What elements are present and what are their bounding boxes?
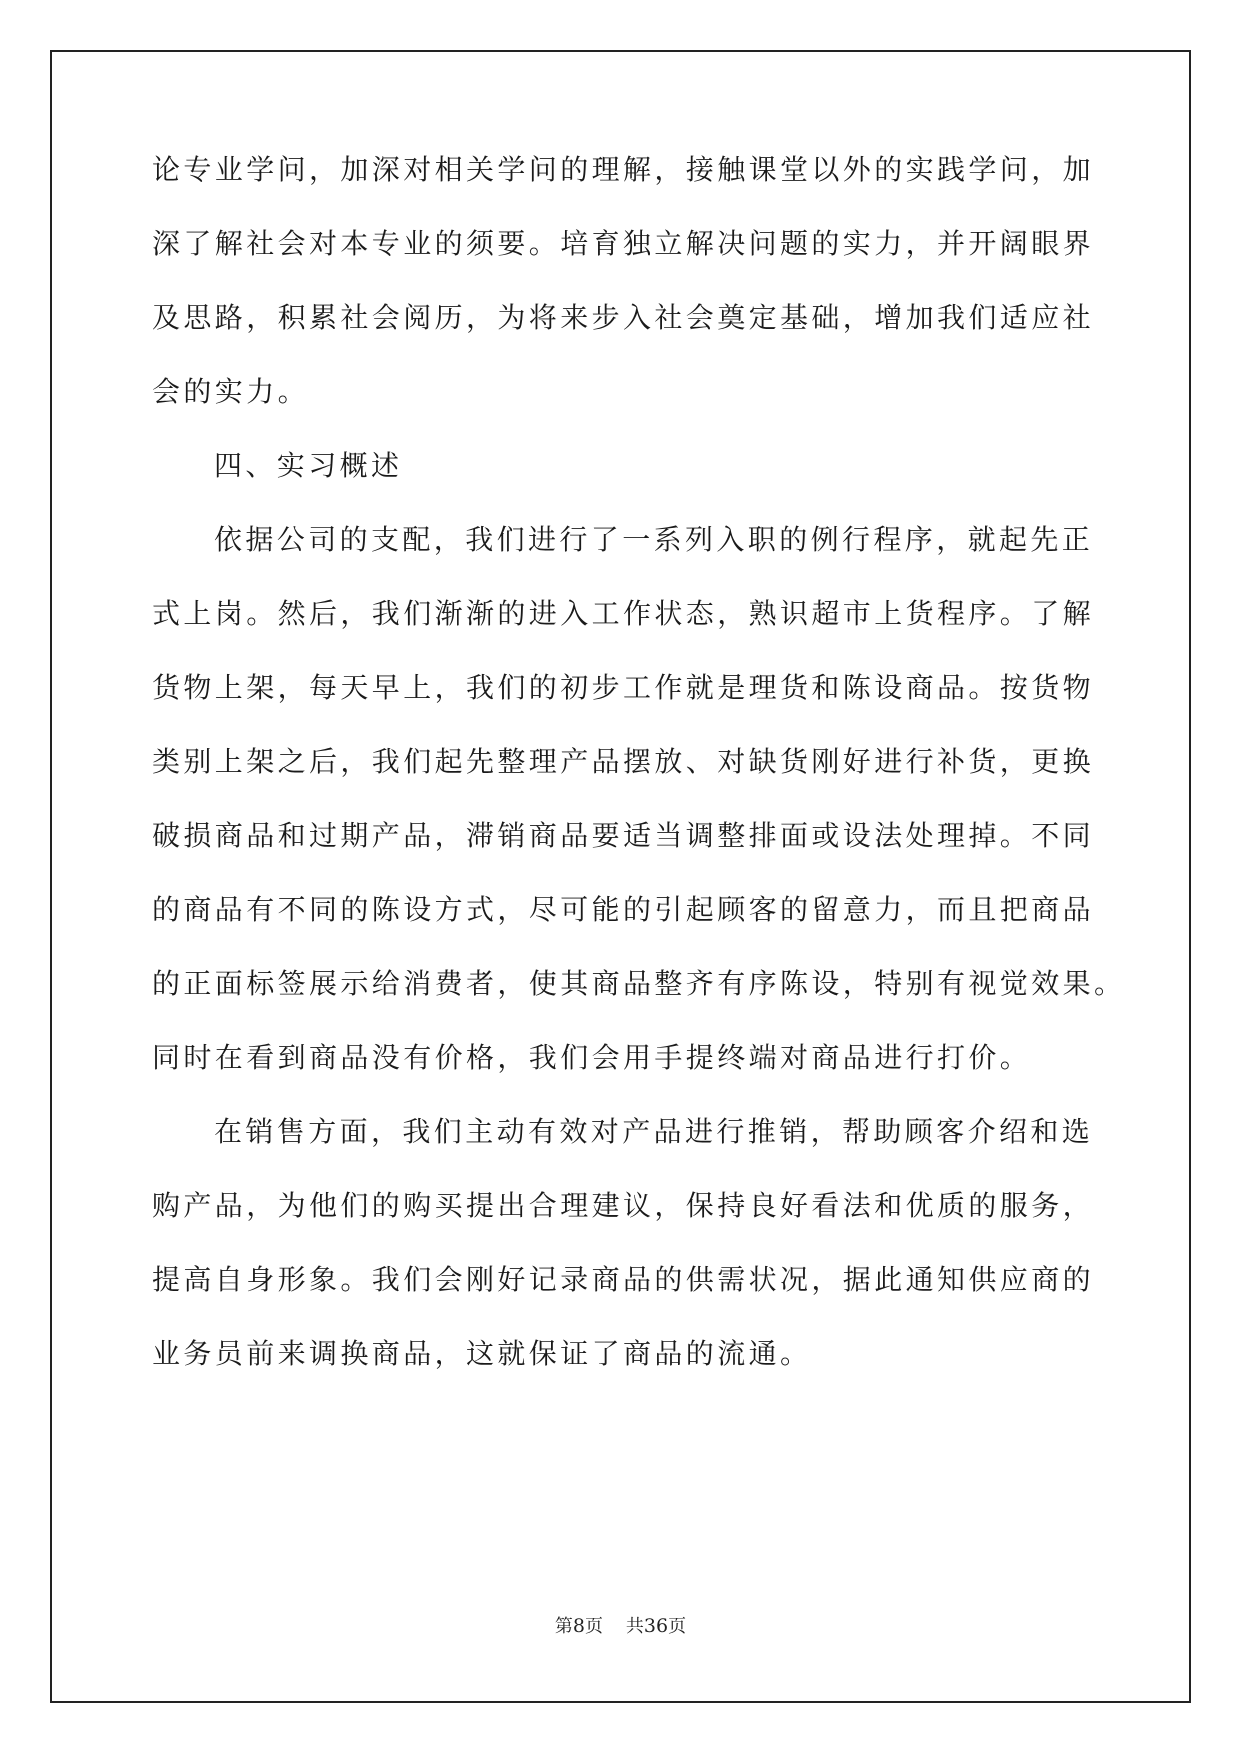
paragraph-line: 的商品有不同的陈设方式，尽可能的引起顾客的留意力，而且把商品	[152, 893, 1095, 926]
paragraph-line: 及思路，积累社会阅历，为将来步入社会奠定基础，增加我们适应社	[152, 301, 1095, 334]
paragraph-line: 会的实力。	[152, 375, 310, 408]
paragraph-line: 业务员前来调换商品，这就保证了商品的流通。	[152, 1337, 812, 1370]
paragraph-line: 在销售方面，我们主动有效对产品进行推销，帮助顾客介绍和选	[214, 1115, 1094, 1148]
total-prefix: 共	[625, 1616, 644, 1637]
page-prefix: 第	[554, 1616, 573, 1637]
total-suffix: 页	[668, 1616, 687, 1637]
paragraph-line: 式上岗。然后，我们渐渐的进入工作状态，熟识超市上货程序。了解	[152, 597, 1095, 630]
page-footer	[0, 1614, 1241, 1639]
paragraph-line: 破损商品和过期产品，滞销商品要适当调整排面或设法处理掉。不同	[152, 819, 1095, 852]
paragraph-line: 货物上架，每天早上，我们的初步工作就是理货和陈设商品。按货物	[152, 671, 1095, 704]
paragraph-line: 深了解社会对本专业的须要。培育独立解决问题的实力，并开阔眼界	[152, 227, 1095, 260]
paragraph-line: 购产品，为他们的购买提出合理建议，保持良好看法和优质的服务，	[152, 1189, 1095, 1222]
paragraph-line: 同时在看到商品没有价格，我们会用手提终端对商品进行打价。	[152, 1041, 1032, 1074]
paragraph-line: 依据公司的支配，我们进行了一系列入职的例行程序，就起先正	[214, 523, 1094, 556]
paragraph-line: 提高自身形象。我们会刚好记录商品的供需状况，据此通知供应商的	[152, 1263, 1095, 1296]
page-number: 8	[572, 1615, 585, 1637]
section-heading: 四、实习概述	[214, 449, 403, 482]
page-suffix: 页	[585, 1616, 603, 1637]
paragraph-line: 的正面标签展示给消费者，使其商品整齐有序陈设，特别有视觉效果。	[152, 967, 1126, 1000]
paragraph-line: 论专业学问，加深对相关学问的理解，接触课堂以外的实践学问，加	[152, 153, 1095, 186]
total-pages: 36	[643, 1615, 669, 1637]
paragraph-line: 类别上架之后，我们起先整理产品摆放、对缺货刚好进行补货，更换	[152, 745, 1095, 778]
